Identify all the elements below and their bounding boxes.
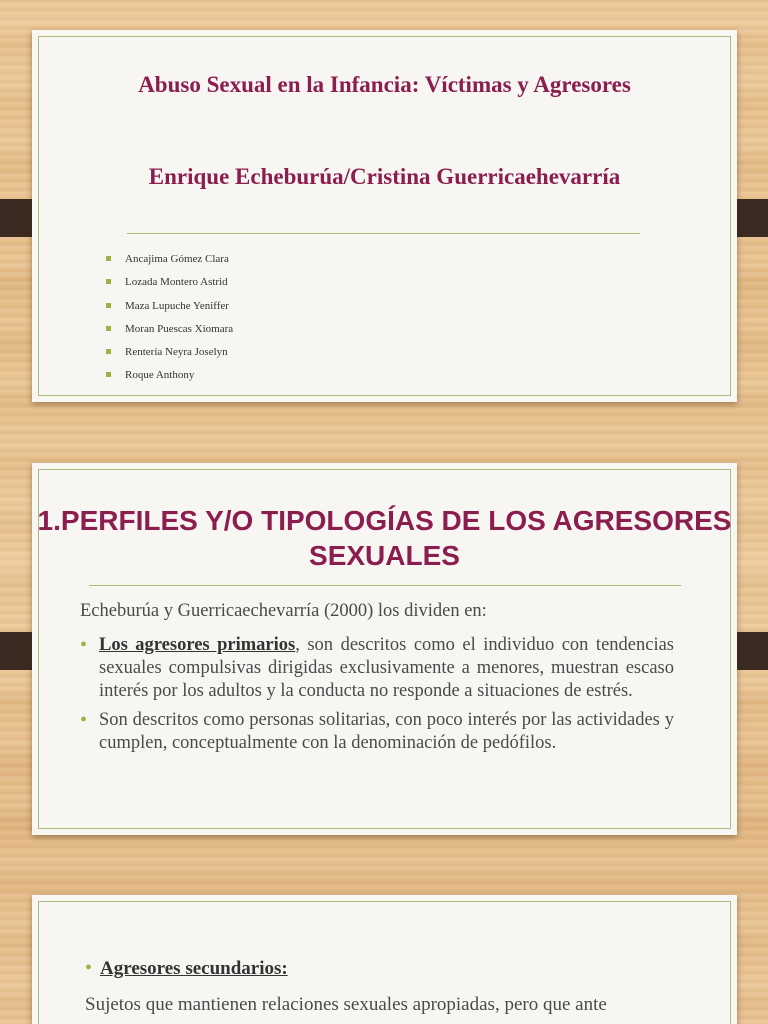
list-item	[106, 295, 233, 318]
list-item	[106, 271, 233, 294]
bullet-text: Son descritos como personas solitarias, con poco interés por las actividades y cumplen, conceptualmente con la denominación de pedófilos.	[99, 710, 674, 753]
bullet-icon	[106, 349, 111, 354]
bullet-icon	[106, 372, 111, 377]
profiles-slide[interactable]	[32, 463, 737, 835]
bullet-icon	[106, 279, 111, 284]
heading-text: Agresores secundarios:	[100, 958, 288, 979]
student-name: Moran Puescas Xiomara	[125, 322, 234, 335]
bullet-list	[80, 634, 674, 761]
list-item	[106, 318, 233, 341]
section-text: Sujetos que mantienen relaciones sexuales apropiadas, pero que ante	[85, 994, 607, 1015]
list-item	[80, 634, 674, 703]
title-divider	[89, 585, 681, 586]
list-item	[106, 364, 233, 387]
bullet-icon	[106, 303, 111, 308]
slide-authors: Enrique Echeburúa/Cristina Guerricaehevarría	[148, 164, 621, 189]
student-name: Ancajima Gómez Clara	[125, 253, 229, 265]
student-name: Lozada Montero Astrid	[125, 276, 228, 289]
slide-title: 1.PERFILES Y/O TIPOLOGÍAS DE LOS AGRESORES SEXUALES	[37, 505, 732, 571]
student-list	[106, 248, 233, 388]
list-item	[106, 341, 233, 364]
title-divider	[127, 233, 640, 234]
secondary-slide[interactable]	[32, 895, 737, 1024]
bullet-icon	[106, 326, 111, 331]
title-slide[interactable]	[32, 30, 737, 402]
bullet-icon	[106, 256, 111, 261]
intro-text: Echeburúa y Guerricaechevarría (2000) los dividen en:	[80, 601, 487, 621]
list-item	[80, 709, 674, 755]
student-name: Maza Lupuche Yeniffer	[125, 299, 229, 312]
bullet-text: , son descritos como el individuo con tendencias sexuales compulsivas dirigidas exclusivamente a menores, muestran escaso interés por los adultos y la conducta no responde a situaciones de estrés.	[99, 635, 675, 701]
list-item	[106, 248, 233, 271]
student-name: Roque Anthony	[125, 369, 195, 382]
slide-title: Abuso Sexual en la Infancia: Víctimas y Agresores	[138, 72, 631, 97]
bullet-icon: •	[80, 709, 88, 731]
bullet-icon: •	[80, 634, 88, 656]
bullet-icon: •	[85, 957, 93, 979]
section-heading	[85, 957, 288, 981]
student-name: Rentería Neyra Joselyn	[125, 346, 228, 359]
bullet-lead: Los agresores primarios	[99, 635, 296, 655]
